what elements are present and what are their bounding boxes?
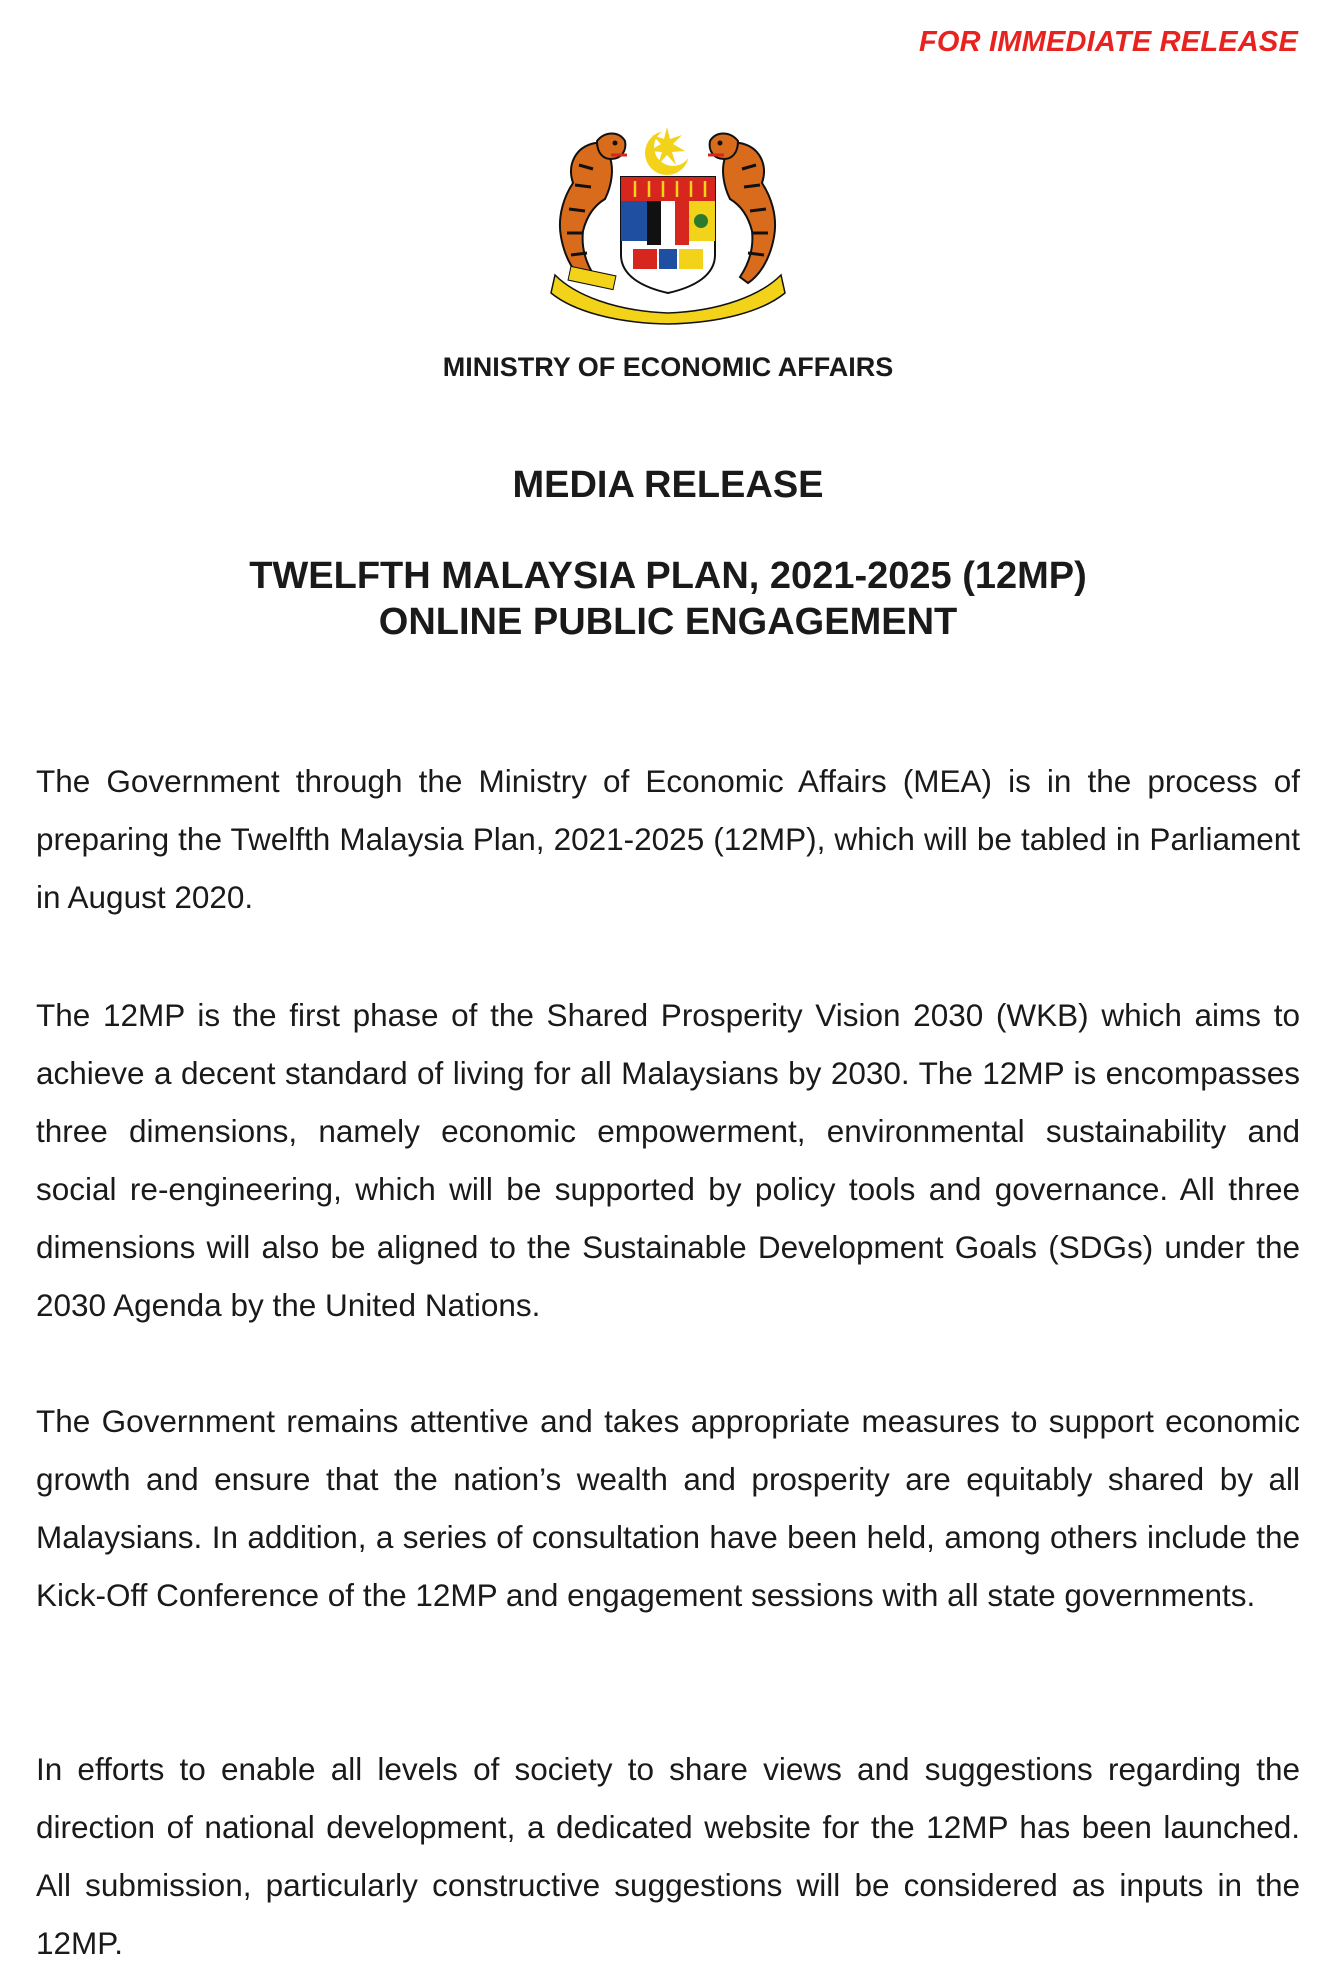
headline-line-2: ONLINE PUBLIC ENGAGEMENT [378, 601, 958, 643]
headline [0, 553, 1336, 645]
body-paragraph-1: The Government through the Ministry of Economic Affairs (MEA) is in the process of preparing the Twelfth Malaysia Plan, 2021-2025 (12MP), which will be tabled in Parliament in August 2020. [36, 763, 1300, 915]
shield-icon [621, 177, 715, 293]
right-tiger-icon [708, 134, 775, 284]
release-tag: FOR IMMEDIATE RELEASE [918, 26, 1298, 58]
left-tiger-icon [560, 134, 627, 284]
body-paragraph-4: In efforts to enable all levels of society to share views and suggestions regarding the direction of national development, a dedicated website for the 12MP has been launched. All submission, particularly constructive suggestions will be considered as inputs in the 12MP. [36, 1751, 1300, 1961]
body-paragraph-2: The 12MP is the first phase of the Shared Prosperity Vision 2030 (WKB) which aims to achieve a decent standard of living for all Malaysians by 2030. The 12MP is encompasses three dimensions, namely economic empowerment, environmental sustainability and social re-engineering, which will be supported by policy tools and governance. All three dimensions will also be aligned to the Sustainable Development Goals (SDGs) under the 2030 Agenda by the United Nations. [36, 997, 1300, 1323]
headline-line-1: TWELFTH MALAYSIA PLAN, 2021-2025 (12MP) [249, 555, 1087, 597]
coat-of-arms-crest [535, 125, 800, 325]
body-paragraph-3: The Government remains attentive and takes appropriate measures to support economic growth and ensure that the nation’s wealth and prosperity are equitably shared by all Malaysians. In addition, a series of consultation have been held, among others include the Kick-Off Conference of the 12MP and engagement sessions with all state governments. [36, 1403, 1300, 1613]
crescent-star-icon [645, 127, 692, 175]
document-type-heading: MEDIA RELEASE [512, 464, 824, 506]
ministry-name: MINISTRY OF ECONOMIC AFFAIRS [442, 352, 894, 382]
